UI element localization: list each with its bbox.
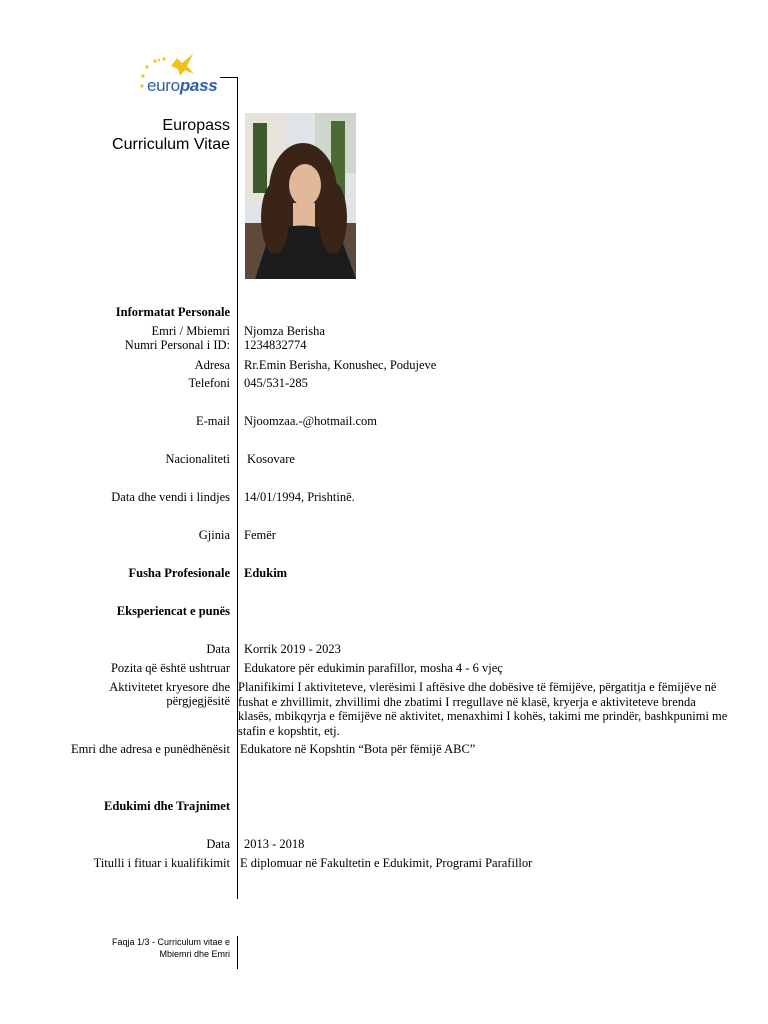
profile-photo xyxy=(245,113,356,279)
activities-value: Planifikimi I aktiviteteve, vlerësimi I aftësive dhe dobësive të fëmijëve, përgatitja e fëmijëve në fushat e zhvillimit, zhvillimi dhe zbatimi I rregullave në klasë, kryerja e aktiviteteve brenda klasës, mbikqyrja e fëmijëve në aktivitet, menaxhimi I kohës, takimi me prindër, bashkpunimi me stafin e kopshtit, etj. xyxy=(238,680,728,738)
employer-value: Edukatore në Kopshtin “Bota për fëmijë ABC” xyxy=(240,742,476,756)
section-experience: Eksperiencat e punës xyxy=(116,604,230,618)
document-title xyxy=(112,116,230,154)
phone-value: 045/531-285 xyxy=(244,376,308,390)
qualification-value: E diplomuar në Fakultetin e Edukimit, Programi Parafillor xyxy=(240,856,533,870)
address-value: Rr.Emin Berisha, Konushec, Podujeve xyxy=(244,358,437,372)
education-date-value: 2013 - 2018 xyxy=(244,837,305,851)
id-label: Numri Personal i ID: xyxy=(124,338,230,352)
section-education: Edukimi dhe Trajnimet xyxy=(104,799,230,813)
europass-logo xyxy=(133,52,225,100)
employer-label: Emri dhe adresa e punëdhënësit xyxy=(71,742,230,756)
section-personal-info: Informatat Personale xyxy=(115,305,230,319)
id-value: 1234832774 xyxy=(244,338,307,352)
address-label: Adresa xyxy=(194,358,230,372)
qualification-label: Titulli i fituar i kualifikimit xyxy=(93,856,230,870)
experience-date-value: Korrik 2019 - 2023 xyxy=(244,642,341,656)
email-value: Njoomzaa.-@hotmail.com xyxy=(244,414,378,428)
footer-line-2: Mbiemri dhe Emri xyxy=(159,949,230,959)
header-divider-tick xyxy=(220,77,238,78)
birth-label: Data dhe vendi i lindjes xyxy=(111,490,230,504)
position-value: Edukatore për edukimin parafillor, mosha 4 - 6 vjeç xyxy=(244,661,503,675)
phone-label: Telefoni xyxy=(188,376,230,390)
birth-value: 14/01/1994, Prishtinë. xyxy=(244,490,355,504)
footer-divider xyxy=(237,936,238,969)
position-label: Pozita që është ushtruar xyxy=(110,661,230,675)
experience-date-label: Data xyxy=(206,642,230,656)
gender-label: Gjinia xyxy=(198,528,230,542)
profession-label: Fusha Profesionale xyxy=(128,566,230,580)
name-label: Emri / Mbiemri xyxy=(151,324,230,338)
title-line-1: Europass xyxy=(162,117,230,134)
gender-value: Femër xyxy=(244,528,276,542)
nationality-label: Nacionaliteti xyxy=(165,452,230,466)
activities-label-line-1: Aktivitetet kryesore dhe xyxy=(109,680,230,694)
footer-line-1: Faqja 1/3 - Curriculum vitae e xyxy=(111,937,230,947)
title-line-2: Curriculum Vitae xyxy=(112,136,230,153)
column-divider xyxy=(237,77,238,899)
name-value: Njomza Berisha xyxy=(244,324,325,338)
page-footer xyxy=(112,936,230,960)
europass-wordmark: europass xyxy=(147,76,218,95)
nationality-value: Kosovare xyxy=(247,452,295,466)
email-label: E-mail xyxy=(195,414,230,428)
education-date-label: Data xyxy=(206,837,230,851)
activities-label-line-2: përgjegjësitë xyxy=(166,694,230,708)
profession-value: Edukim xyxy=(244,566,288,580)
